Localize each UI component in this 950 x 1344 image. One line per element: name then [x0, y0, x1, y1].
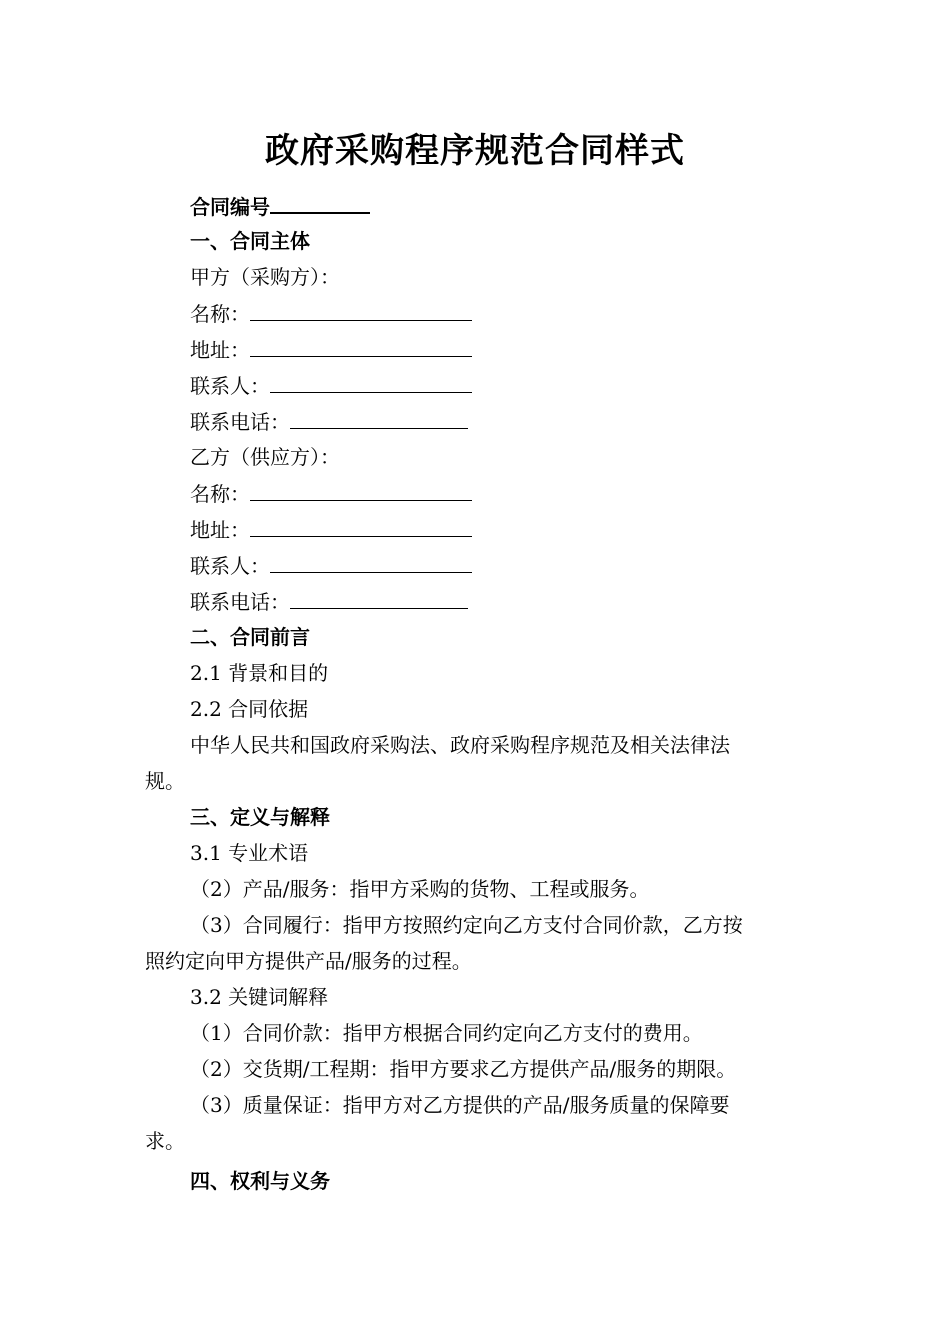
definition-2: （2）产品/服务：指甲方采购的货物、工程或服务。 — [190, 877, 650, 901]
party-b-name-blank — [250, 476, 472, 501]
section-2-heading: 二、合同前言 — [190, 625, 310, 649]
party-b-address-line — [190, 512, 472, 547]
party-a-phone-blank — [290, 404, 468, 429]
name-label: 名称： — [190, 482, 250, 506]
phone-label: 联系电话： — [190, 410, 290, 434]
keyword-1: （1）合同价款：指甲方根据合同约定向乙方支付的费用。 — [190, 1021, 703, 1045]
party-a-address-line — [190, 332, 472, 367]
party-b-contact-blank — [270, 548, 472, 573]
section-3-item-2: 3.2 关键词解释 — [190, 985, 329, 1009]
party-b-address-blank — [250, 512, 472, 537]
contract-number-label: 合同编号 — [190, 195, 270, 219]
section-4-heading: 四、权利与义务 — [190, 1169, 330, 1193]
party-b-contact-line — [190, 548, 472, 583]
document-title: 政府采购程序规范合同样式 — [265, 131, 685, 171]
contract-number-line — [190, 188, 370, 224]
party-a-contact-blank — [270, 368, 472, 393]
section-2-item-1: 2.1 背景和目的 — [190, 661, 329, 685]
party-b-phone-blank — [290, 584, 468, 609]
contract-number-blank — [270, 188, 370, 214]
party-a-name-line — [190, 296, 472, 331]
keyword-3-cont: 求。 — [145, 1129, 185, 1153]
party-a-name-blank — [250, 296, 472, 321]
section-3-heading: 三、定义与解释 — [190, 805, 330, 829]
section-3-item-1: 3.1 专业术语 — [190, 841, 309, 865]
contact-label: 联系人： — [190, 554, 270, 578]
keyword-3: （3）质量保证：指甲方对乙方提供的产品/服务质量的保障要 — [190, 1093, 730, 1117]
address-label: 地址： — [190, 338, 250, 362]
party-b-name-line — [190, 476, 472, 511]
party-a-phone-line — [190, 404, 468, 439]
party-a-contact-line — [190, 368, 472, 403]
phone-label: 联系电话： — [190, 590, 290, 614]
contact-label: 联系人： — [190, 374, 270, 398]
party-a-label: 甲方（采购方）： — [190, 265, 340, 289]
definition-3: （3）合同履行：指甲方按照约定向乙方支付合同价款，乙方按 — [190, 913, 743, 937]
party-b-label: 乙方（供应方）： — [190, 445, 340, 469]
section-1-heading: 一、合同主体 — [190, 229, 310, 253]
section-2-item-2: 2.2 合同依据 — [190, 697, 309, 721]
address-label: 地址： — [190, 518, 250, 542]
party-b-phone-line — [190, 584, 468, 619]
party-a-address-blank — [250, 332, 472, 357]
contract-basis-text: 中华人民共和国政府采购法、政府采购程序规范及相关法律法 — [190, 733, 730, 757]
definition-3-cont: 照约定向甲方提供产品/服务的过程。 — [145, 949, 472, 973]
contract-basis-text-cont: 规。 — [145, 769, 185, 793]
name-label: 名称： — [190, 302, 250, 326]
keyword-2: （2）交货期/工程期：指甲方要求乙方提供产品/服务的期限。 — [190, 1057, 737, 1081]
